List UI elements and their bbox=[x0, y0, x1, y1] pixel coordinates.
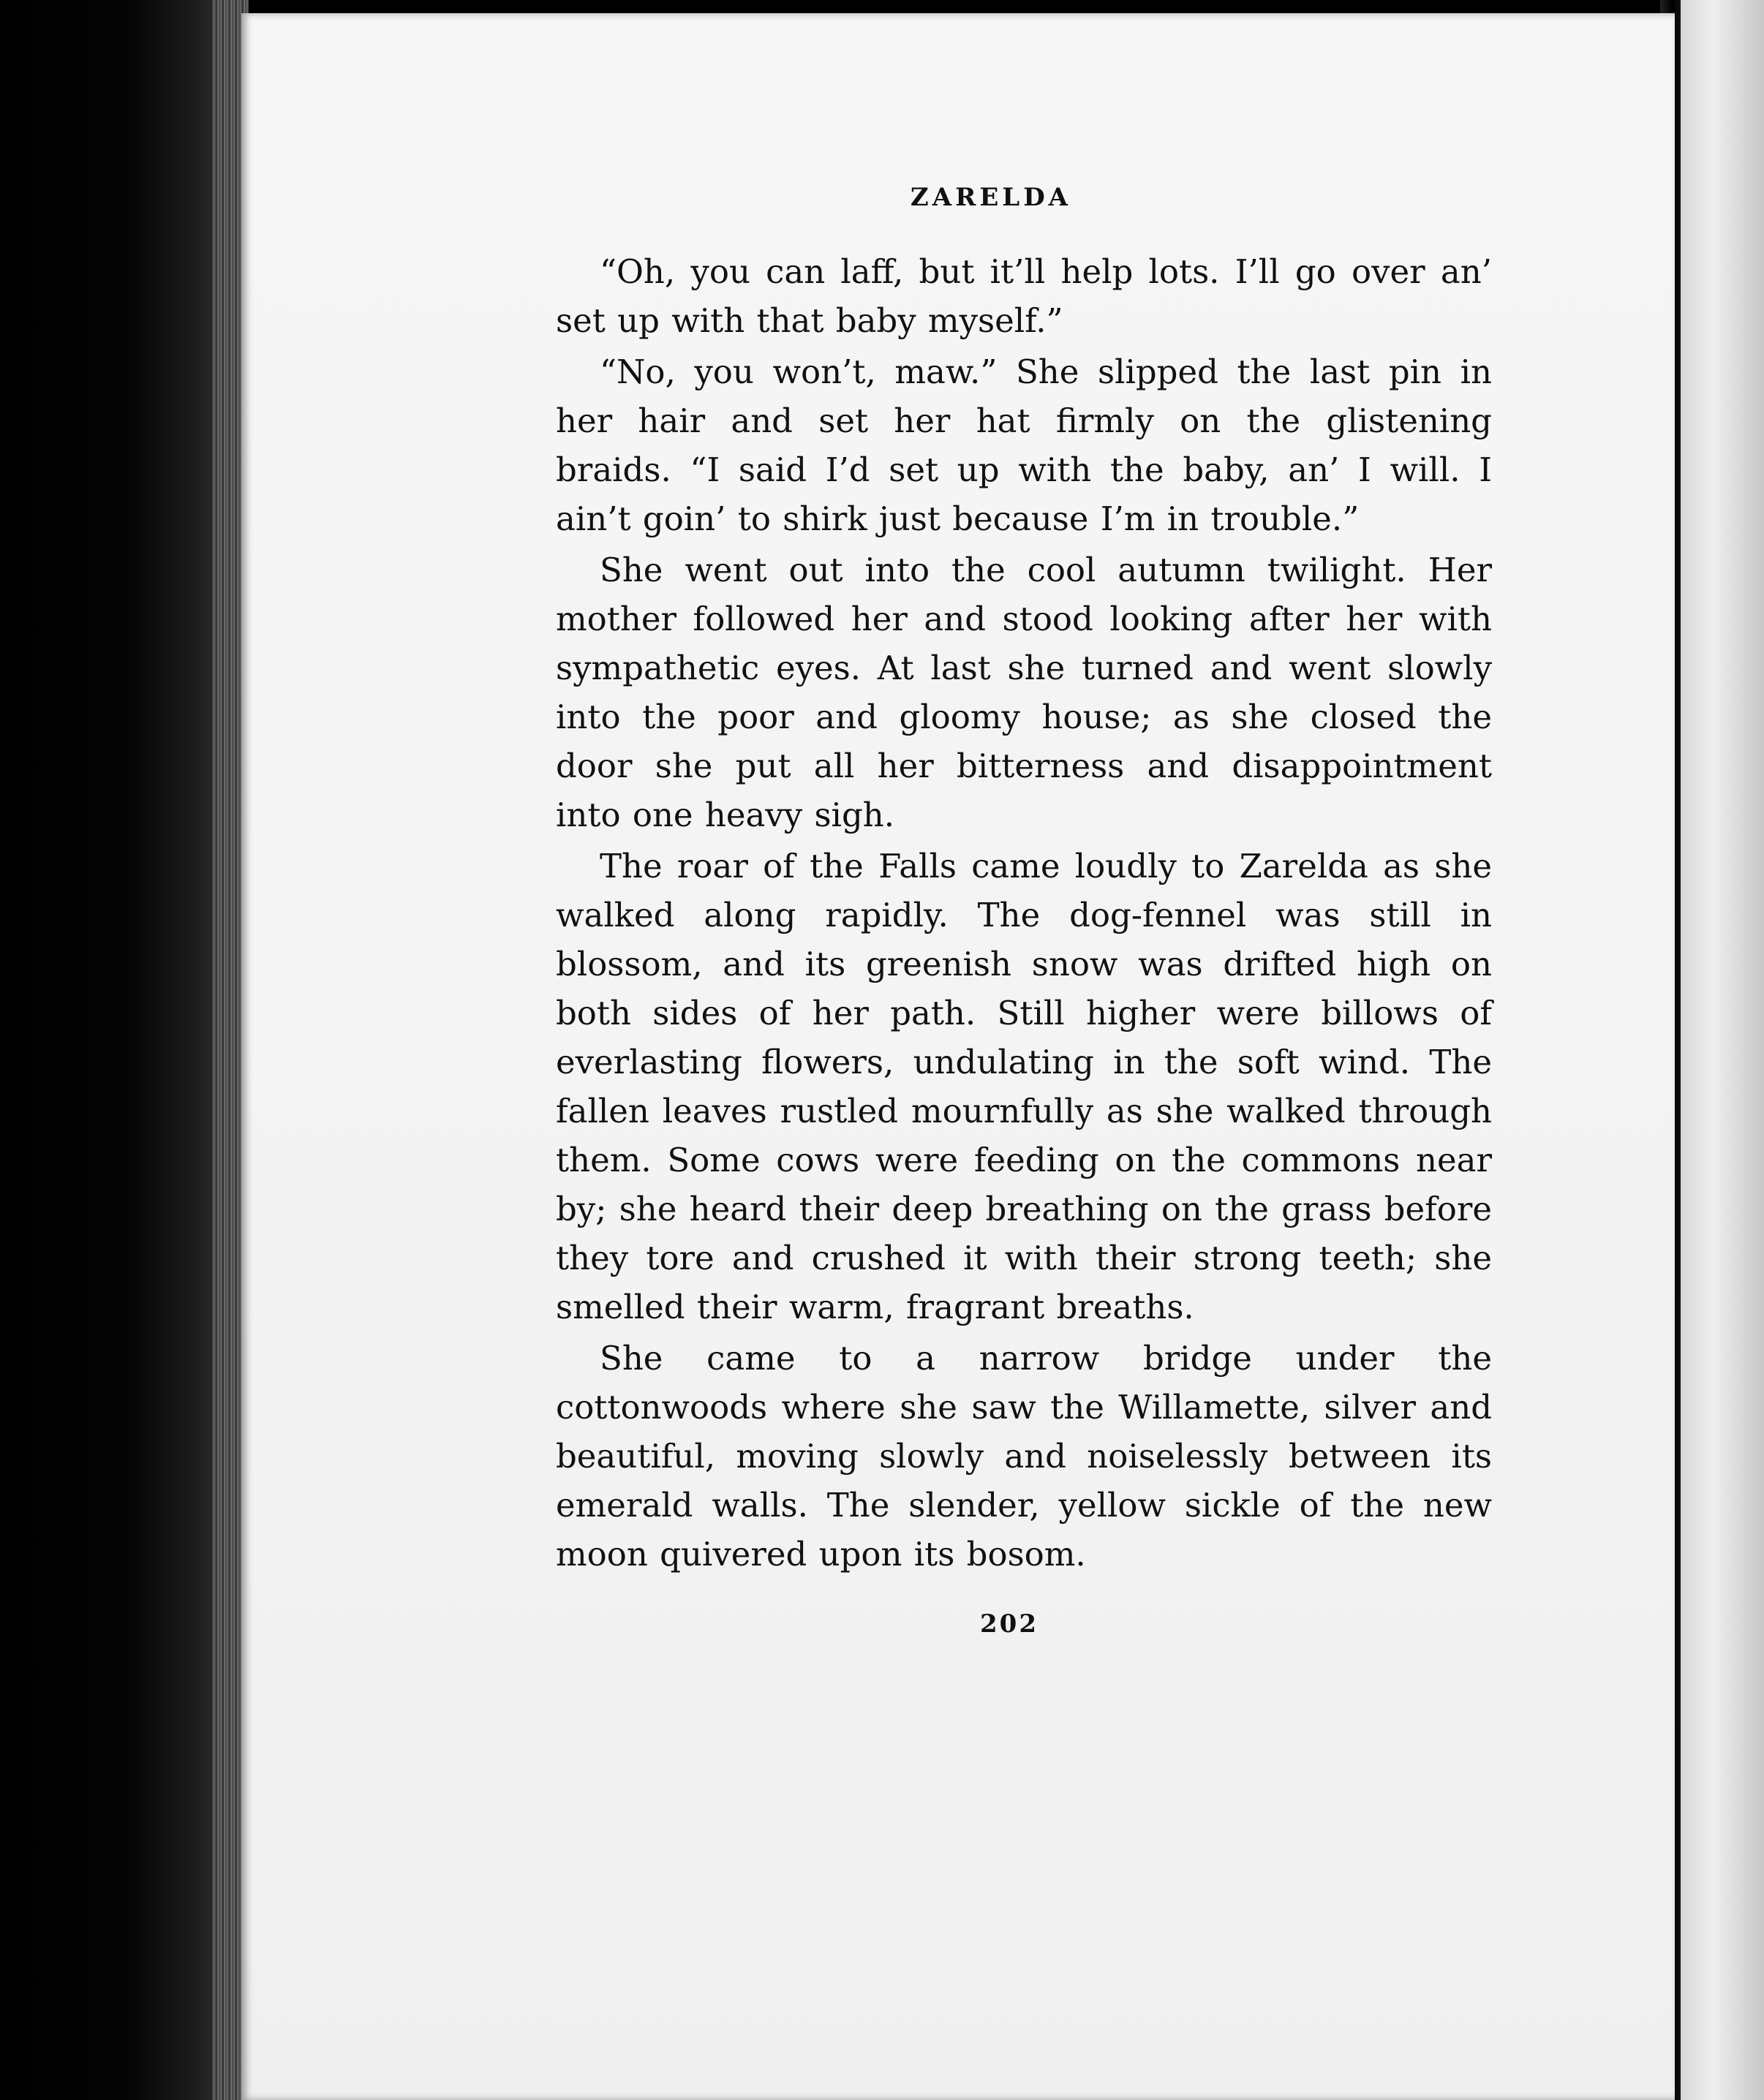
running-head: ZARELDA bbox=[910, 183, 1072, 212]
paragraph-3: She went out into the cool autumn twilight. Her mother followed her and stood looking after her with sympathetic eyes. At last she turned and went slowly into the poor and gloomy house; as she closed the door she put all her bitterness and disappointment into one heavy sigh. bbox=[556, 551, 1492, 834]
paragraph-2: “No, you won’t, maw.” She slipped the last pin in her hair and set her hat firmly on the glistening braids. “I said I’d set up with the baby, an’ I will. I ain’t goin’ to shirk just because I’m in trouble.” bbox=[556, 352, 1492, 538]
book-spine-edge bbox=[0, 0, 219, 2100]
page-number: 202 bbox=[980, 1609, 1039, 1639]
paragraph-4: The roar of the Falls came loudly to Zarelda as she walked along rapidly. The dog-fennel was still in blossom, and its greenish snow was drifted high on both sides of her path. Still higher were billows of everlasting flowers, undulating in the soft wind. The fallen leaves rustled mournfully as she walked through them. Some cows were feeding on the commons near by; she heard their deep breathing on the grass before they tore and crushed it with their strong teeth; she smelled their warm, fragrant breaths. bbox=[556, 847, 1492, 1326]
page-content bbox=[556, 183, 1492, 1639]
paragraph-1: “Oh, you can laff, but it’ll help lots. I’ll go over an’ set up with that baby myself.” bbox=[556, 252, 1492, 340]
adjacent-page-edge bbox=[1681, 0, 1764, 2100]
paragraph-5: She came to a narrow bridge under the cottonwoods where she saw the Willamette, silver and beautiful, moving slowly and noiselessly between its emerald walls. The slender, yellow sickle of the new moon quivered upon its bosom. bbox=[556, 1339, 1492, 1574]
